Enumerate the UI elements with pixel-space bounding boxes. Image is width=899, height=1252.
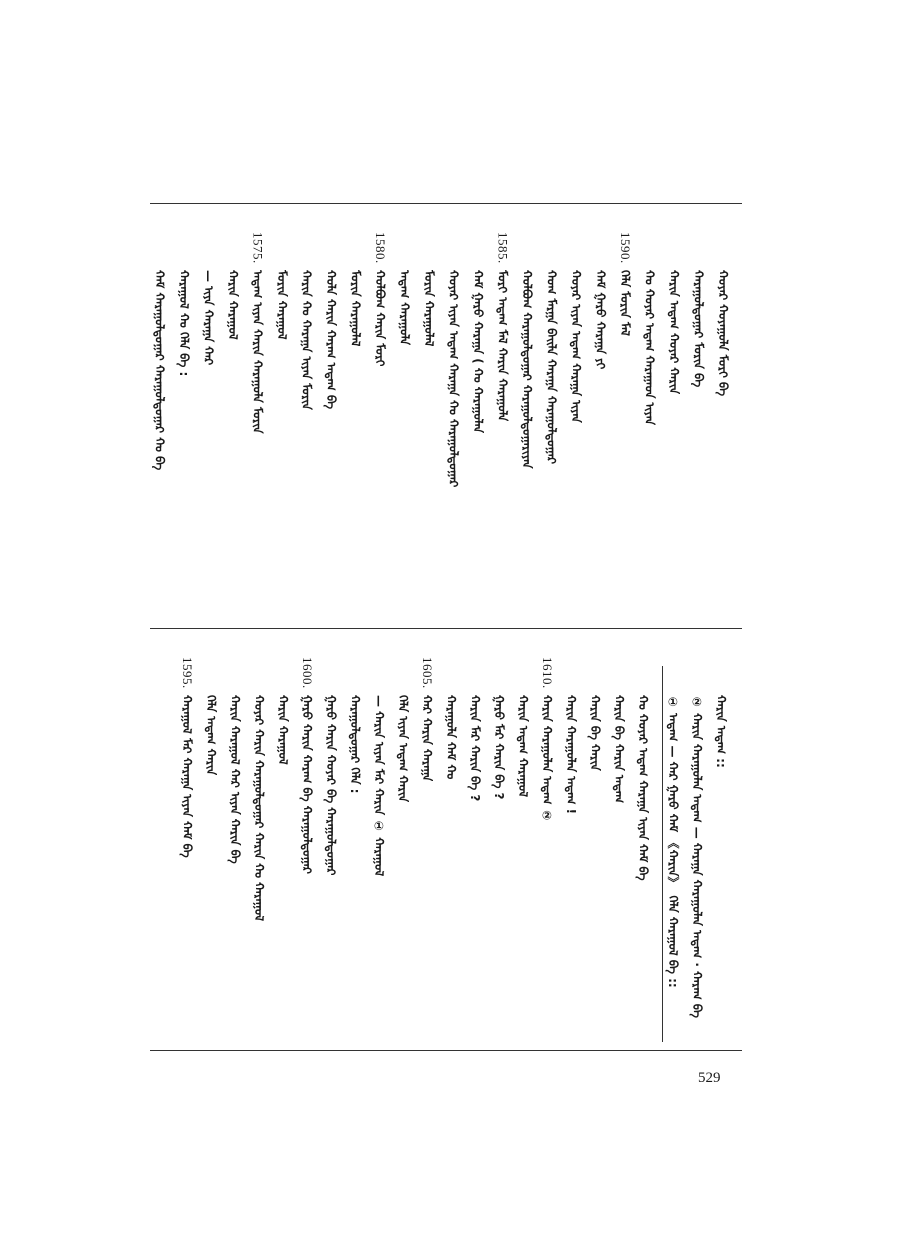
- line-text: ① ᠠᠳᠠᠭ — ᠬᠠᠷ ᠭᠠᠷᠤ ᠬᠠᠮ 《ᠬᠠᠷᠢᠨ》 ᠬᠡᠯᠡ ᠬᠠᠷᠠᠭᠤᠯ ᠪᠠ ::: [666, 695, 680, 988]
- line-text: ᠬᠠᠷᠠᠭᠤᠯᠳᠤᠭᠠᠷ ᠮᠣᠷᠢᠨ ᠪᠠ: [691, 270, 706, 388]
- verse-line: [582, 657, 608, 771]
- verse-line: [462, 657, 488, 801]
- line-text: ᠬᠠᠷᠢᠨ ᠬᠠᠷᠠᠭᠤᠯᠠᠨ ᠠᠳᠠᠭ !: [564, 695, 578, 815]
- line-text: ᠭᠠᠷᠤ ᠬᠠᠷᠢᠨ ᠬᠠᠷᠠᠭ ᠪᠠ ᠬᠠᠷᠠᠭᠤᠯᠳᠤᠭᠠᠷ: [300, 695, 314, 874]
- line-text: ᠬᠠᠷᠠᠭᠤᠯᠳᠤᠭᠠᠷ ᠬᠡᠯᠡ :: [348, 695, 362, 794]
- middle-rule: [150, 628, 742, 629]
- line-text: ᠠᠳᠠᠭ ᠬᠠᠷᠠᠭᠤᠯᠠ: [397, 270, 412, 346]
- line-text: ᠬᠠᠷᠢᠨ ᠮᠠᠷ ᠬᠠᠷᠢᠨ ᠪᠠ ?: [468, 695, 482, 802]
- verse-line: [343, 232, 369, 346]
- line-text: ᠬᠠᠷᠢᠨ ᠠᠳᠠᠭ ᠬᠠᠷᠠᠭᠤᠯ: [516, 695, 530, 798]
- verse-line: [294, 657, 320, 874]
- verse-line: [490, 232, 516, 421]
- line-text: ᠬᠠᠷᠢᠨ ᠪᠠ ᠬᠠᠷᠢᠨ: [588, 695, 602, 771]
- verse-line: [416, 232, 442, 346]
- line-text: ᠮᠣᠷᠢ ᠠᠳᠠᠭ ᠮᠠᠯ ᠬᠠᠷᠢᠨ ᠬᠠᠷᠠᠭᠤᠯᠠ: [495, 270, 510, 422]
- verse-line: [486, 657, 512, 800]
- line-text: ᠬᠠᠷᠠᠭᠤᠯ ᠬᠣ ᠬᠡᠯᠡ ᠪᠠ :: [177, 270, 191, 377]
- line-text: — ᠬᠠᠷᠢᠨ ᠢᠶᠡᠨ ᠮᠠᠷ ᠬᠠᠷᠢᠨ ① ᠬᠠᠷᠠᠭᠤᠯ: [372, 695, 386, 877]
- line-number: 1610.: [540, 657, 555, 689]
- line-text: ᠬᠠᠷᠢᠨ ᠠᠳᠠᠭ ᠬᠣᠶᠠᠷ ᠬᠠᠷᠢᠨ: [667, 270, 681, 395]
- page-number: 529: [698, 1070, 721, 1086]
- verse-line: [367, 232, 393, 366]
- line-text: ᠬᠣ ᠬᠣᠶᠠᠷ ᠠᠳᠠᠭ ᠬᠠᠷᠠᠭᠠ ᠢᠶᠡᠨ ᠬᠠᠮ ᠪᠠ: [636, 695, 650, 881]
- verse-line: [438, 657, 464, 779]
- line-text: ᠮᠣᠷᠢᠨ ᠬᠠᠷᠠᠭᠤᠯᠠᠯ: [422, 270, 436, 347]
- verse-line: [630, 657, 656, 881]
- line-text: ᠬᠠᠷᠢᠨ ᠬᠠᠷᠠᠭᠤᠯᠠᠨ ᠠᠳᠠᠭ ②: [540, 695, 554, 823]
- verse-line: [558, 657, 584, 814]
- line-text: ᠬᠣᠭ ᠮᠠᠷᠭᠠ ᠪᠠᠢᠯᠠ ᠬᠠᠷᠠᠭᠠ ᠬᠠᠷᠠᠭᠤᠯᠳᠤᠭᠠᠷ: [544, 270, 559, 465]
- verse-line: [510, 657, 536, 797]
- verse-line: [147, 232, 173, 470]
- line-text: ᠬᠠᠷᠢᠨ ᠠᠳᠠᠭ ::: [714, 695, 728, 768]
- verse-line: [222, 657, 248, 864]
- verse-line: [563, 232, 589, 423]
- bottom-rule: [150, 1050, 742, 1051]
- line-text: ᠮᠣᠷᠢᠨ ᠬᠠᠷᠠᠭᠤᠯ: [275, 270, 289, 340]
- line-text: ᠬᠣᠯᠠ ᠬᠠᠷᠢᠨ ᠬᠠᠷᠠᠭ ᠠᠳᠠᠭ ᠪᠠ: [324, 270, 338, 409]
- verse-line: [441, 232, 467, 487]
- verse-line: [539, 232, 565, 464]
- verse-line: [414, 657, 440, 781]
- line-number: 1575.: [250, 232, 266, 264]
- verse-line: [606, 657, 632, 803]
- verse-line: [686, 232, 712, 387]
- line-text: ᠬᠠᠮ ᠭᠠᠷᠤ ᠬᠠᠷᠠᠭᠠ ( ᠬᠣ ᠬᠠᠷᠠᠭᠤᠯᠠᠨ: [471, 270, 485, 434]
- verse-line: [637, 232, 663, 425]
- upper-verse-section: [150, 232, 742, 612]
- lower-verse-section: [150, 657, 742, 1042]
- line-text: ᠠᠳᠠᠭ ᠢᠶᠡᠨ ᠬᠠᠷᠢᠨ ᠬᠠᠷᠠᠭᠤᠯᠠ ᠮᠣᠷᠢᠨ: [250, 270, 265, 434]
- line-text: ᠬᠠᠷᠢᠨ ᠬᠠᠷᠠᠭᠤᠯ: [226, 270, 240, 340]
- verse-line: [534, 657, 560, 823]
- line-text: ᠬᠣ ᠬᠣᠶᠠᠷ ᠠᠳᠠᠭ ᠬᠠᠷᠠᠭᠠᠳ ᠢᠶᠡᠨ: [642, 270, 657, 426]
- line-text: ᠬᠡᠯᠡ ᠠᠳᠠᠭ ᠬᠠᠷᠢᠨ: [204, 695, 218, 776]
- line-text: ᠬᠠᠷᠢᠨ ᠬᠠᠷᠠᠭᠤᠯ: [276, 695, 290, 765]
- line-text: ② ᠬᠠᠷᠢᠨ ᠬᠠᠷᠠᠭᠤᠯᠠᠨ ᠠᠳᠠᠭ — ᠬᠠᠷᠠᠭᠠ ᠬᠠᠷᠠᠭᠤᠯᠠᠨ ᠠᠳᠠᠭ · ᠬᠠᠷᠠᠭ ᠪᠠ: [690, 695, 704, 1018]
- verse-line: [588, 232, 614, 369]
- line-text: ᠬᠠᠮ ᠭᠠᠷᠤ ᠬᠠᠷᠠᠭᠠ ᠶᠢ: [593, 270, 608, 370]
- verse-line: [318, 657, 344, 875]
- line-text: ᠬᠠᠷᠢᠨ ᠬᠠᠷᠠᠭᠤᠯ ᠬᠠᠷ ᠢᠶᠡᠨ ᠬᠠᠷᠢᠨ ᠪᠠ: [228, 695, 242, 864]
- line-text: ᠬᠡᠯᠡ ᠮᠣᠷᠢᠨ ᠮᠠᠯ: [618, 270, 632, 336]
- verse-line: [246, 657, 272, 921]
- verse-line: [710, 232, 736, 396]
- verse-line: [366, 657, 392, 876]
- top-rule: [150, 203, 742, 204]
- verse-line: [514, 232, 540, 469]
- verse-line: [174, 657, 200, 858]
- verse-line: [660, 657, 686, 988]
- line-text: ᠬᠣᠯᠪᠣᠭ ᠬᠠᠷᠠᠭᠤᠯᠳᠤᠭᠠᠷ ᠬᠠᠷᠠᠭᠤᠯᠳᠤᠭᠠᠷᠢᠶᠠᠨ: [520, 270, 534, 469]
- line-text: ᠬᠣᠶᠠᠷ ᠬᠣᠶᠠᠭᠤᠯᠠ ᠮᠣᠷᠢ ᠪᠠ: [716, 270, 730, 397]
- line-text: ᠬᠣᠶᠠᠷ ᠢᠶᠡᠨ ᠠᠳᠠᠭ ᠬᠠᠷᠠᠭᠠ ᠬᠣ ᠬᠠᠷᠠᠭᠤᠯᠳᠤᠭᠠᠷ: [446, 270, 461, 488]
- line-text: ᠭᠠᠷᠤ ᠬᠠᠷᠢᠨ ᠬᠣᠶᠠᠷ ᠪᠠ ᠬᠠᠷᠠᠭᠤᠯᠳᠤᠭᠠᠷ: [324, 695, 338, 876]
- verse-line: [269, 232, 295, 340]
- verse-line: [198, 657, 224, 775]
- line-text: ᠬᠡᠯᠡ ᠢᠶᠡᠨ ᠠᠳᠠᠭ ᠬᠠᠷᠢᠨ: [396, 695, 410, 803]
- line-text: ᠬᠠᠷᠢᠨ ᠪᠠ ᠬᠠᠷᠢᠨ ᠠᠳᠠᠭ: [612, 695, 626, 804]
- verse-line: [684, 657, 710, 1018]
- line-text: ᠬᠠᠷᠠᠭᠤᠯᠠ ᠬᠠᠮ ᠬᠣ: [444, 695, 458, 780]
- verse-line: [220, 232, 246, 340]
- verse-line: [612, 232, 638, 336]
- verse-line: [342, 657, 368, 793]
- line-text: ᠬᠠᠷᠢᠨ ᠬᠣ ᠬᠠᠷᠠᠭᠠ ᠢᠶᠡᠨ ᠮᠣᠷᠢᠨ: [299, 270, 314, 410]
- verse-line: [294, 232, 320, 410]
- line-text: ᠬᠠᠷ ᠬᠠᠷᠢᠨ ᠬᠠᠷᠠᠭᠠ: [420, 695, 434, 782]
- line-number: 1590.: [618, 232, 633, 264]
- verse-line: [318, 232, 344, 409]
- line-text: ᠬᠣᠶᠠᠷ ᠬᠠᠷᠢᠨ ᠬᠠᠷᠠᠭᠤᠯᠳᠤᠭᠠᠷ ᠬᠠᠷᠢᠨ ᠬᠣ ᠬᠠᠷᠠᠭᠤᠯ: [252, 695, 266, 922]
- verse-line: [270, 657, 296, 765]
- line-text: ᠬᠠᠮ ᠬᠠᠷᠠᠭᠤᠯᠳᠤᠭᠠᠷ ᠬᠠᠷᠠᠭᠤᠯᠳᠤᠭᠠᠷ ᠬᠣ ᠪᠠ: [152, 270, 167, 471]
- line-number: 1600.: [300, 657, 315, 689]
- line-text: ᠭᠠᠷᠤ ᠮᠠᠷ ᠬᠠᠷᠢᠨ ᠪᠠ ?: [492, 695, 506, 800]
- line-number: 1605.: [420, 657, 435, 689]
- verse-line: [708, 657, 734, 768]
- verse-line: [465, 232, 491, 433]
- line-text: ᠬᠠᠷᠠᠭᠤᠯ ᠮᠠᠷ ᠬᠠᠷᠠᠭᠠ ᠢᠶᠡᠨ ᠬᠠᠮ ᠪᠠ: [180, 695, 194, 858]
- line-number: 1585.: [495, 232, 511, 264]
- line-text: ᠬᠣᠶᠠᠷ ᠢᠶᠡᠨ ᠠᠳᠠᠭ ᠬᠠᠷᠠᠭᠠ ᠢᠶᠡᠨ: [569, 270, 583, 423]
- verse-line: [390, 657, 416, 802]
- verse-line: [661, 232, 687, 394]
- verse-line: [196, 232, 222, 365]
- verse-line: [392, 232, 418, 345]
- line-text: ᠮᠣᠷᠢᠨ ᠬᠠᠷᠠᠭᠤᠯᠠᠯ: [348, 270, 363, 347]
- verse-line: [171, 232, 197, 376]
- line-text: — ᠢᠶᠡ ᠬᠠᠷᠠᠭᠠ ᠬᠠᠷ: [201, 270, 216, 366]
- line-number: 1580.: [373, 232, 388, 264]
- line-number: 1595.: [180, 657, 195, 689]
- line-text: ᠬᠣᠯᠪᠣᠭ ᠬᠠᠷᠢᠨ ᠮᠣᠷᠢ: [373, 270, 387, 367]
- verse-line: [245, 232, 271, 434]
